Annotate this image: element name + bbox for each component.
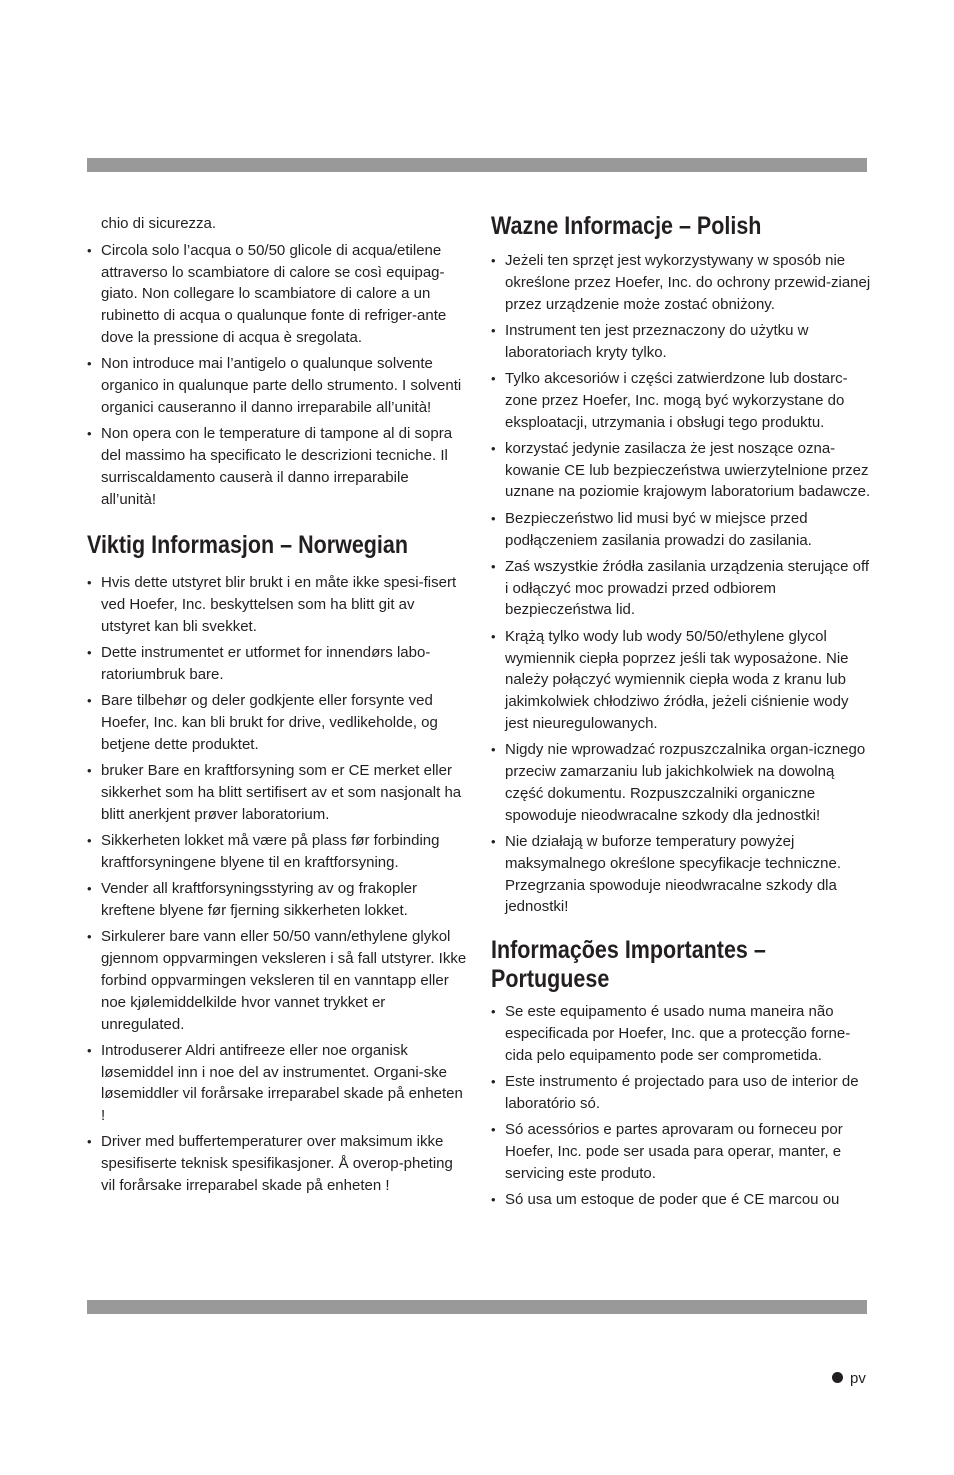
list-item: • Bare tilbehør og deler godkjente eller forsynte ved Hoefer, Inc. kan bli brukt for drive, vedlikeholde, og betjene dette produktet. [87,690,467,755]
continuation-text: chio di sicurezza. [101,215,217,232]
list-item: • Non opera con le temperature di tampone al di sopra del massimo ha specificato le descrizioni tecniche. Il surriscaldamento causerà il danno irreparabile all’unità! [87,423,467,510]
list-item: • Instrument ten jest przeznaczony do użytku w laboratoriach kryty tylko. [491,320,871,364]
list-item: • korzystać jedynie zasilacza że jest noszące ozna-kowanie CE lub bezpieczeństwa uwierzytelnione przez uznane na poziomie krajowym laboratorium badawcze. [491,438,871,503]
list-item: • Tylko akcesoriów i części zatwierdzone lub dostarc-zone przez Hoefer, Inc. mogą być wykorzystane do eksploatacji, utrzymania i obsługi tego produktu. [491,368,871,433]
list-item: • Nigdy nie wprowadzać rozpuszczalnika organ-icznego przeciw zamarzaniu lub jakichkolwiek na dowolną część dokumentu. Rozpuszczalniki organiczne spowoduje nieodwracalne szkody dla jednostki! [491,739,871,826]
list-item: • Dette instrumentet er utformet for innendørs labo-ratoriumbruk bare. [87,642,467,686]
page-number: pv [850,1370,866,1387]
italian-list [87,240,467,511]
top-rule [87,158,867,172]
list-item: • Só usa um estoque de poder que é CE marcou ou [491,1189,871,1211]
list-item: • Non introduce mai l’antigelo o qualunque solvente organico in qualunque parte dello strumento. I solventi organici causeranno il danno irreparabile all’unità! [87,353,467,418]
page-footer [832,1370,866,1388]
list-item: • Driver med buffertemperaturer over maksimum ikke spesifiserte teknisk spesifikasjoner. Å overop-pheting vil forårsake irreparabel skade på enheten ! [87,1131,467,1196]
list-item: • Hvis dette utstyret blir brukt i en måte ikke spesi-fisert ved Hoefer, Inc. beskyttelsen som ha blitt git av utstyret kan bli svekket. [87,572,467,637]
portuguese-heading-line1: Informações Importantes – [491,936,766,965]
portuguese-heading [491,936,818,994]
list-item: • Bezpieczeństwo lid musi być w miejsce przed podłączeniem zasilania prowadzi do zasilania. [491,508,871,552]
list-item: • Este instrumento é projectado para uso de interior de laboratório só. [491,1071,871,1115]
list-item: • Introduserer Aldri antifreeze eller noe organisk løsemiddel inn i noe del av instrumentet. Organi-ske løsemiddler vil forårsake irreparabel skade på enheten ! [87,1040,467,1127]
list-item: • Nie działają w buforze temperatury powyżej maksymalnego określone specyfikacje techniczne. Przegrzania spowoduje nieodwracalne szkody dla jednostki! [491,831,871,918]
norwegian-heading: Viktig Informasjon – Norwegian [87,531,408,560]
list-item: • Krążą tylko wody lub wody 50/50/ethylene glycol wymiennik ciepła poprzez jeśli tak wyposażone. Nie należy połączyć wymiennik ciepła woda z kranu lub jakimkolwiek chłodziwo źródła, jeżeli ciśnienie wody jest nieuregulowanych. [491,626,871,735]
list-item: • Zaś wszystkie źródła zasilania urządzenia sterujące off i odłączyć moc prowadzi przed odbiorem bezpieczeństwa lid. [491,556,871,621]
list-item: • Só acessórios e partes aprovaram ou forneceu por Hoefer, Inc. pode ser usada para operar, manter, e servicing este produto. [491,1119,871,1184]
list-item: • Vender all kraftforsyningsstyring av og frakopler kreftene blyene før fjerning sikkerheten lokket. [87,878,467,922]
bottom-rule [87,1300,867,1314]
polish-heading: Wazne Informacje – Polish [491,212,762,240]
norwegian-list [87,572,467,1197]
list-item: • Sikkerheten lokket må være på plass før forbinding kraftforsyningene blyene til en kraftforsyning. [87,830,467,874]
portuguese-list [491,1001,871,1211]
portuguese-heading-line2: Portuguese [491,965,610,994]
bullet-dot-icon [832,1372,843,1383]
list-item: • Sirkulerer bare vann eller 50/50 vann/ethylene glykol gjennom oppvarmingen veksleren i så fall utstyrer. Ikke forbind oppvarmingen veksleren til en vanntapp eller noe kjølemiddelkilde hvor vannet trykket er unregulated. [87,926,467,1035]
list-item: • bruker Bare en kraftforsyning som er CE merket eller sikkerhet som ha blitt sertifisert av et som nasjonalt ha blitt anerkjent prøver laboratorium. [87,760,467,825]
list-item: • Jeżeli ten sprzęt jest wykorzystywany w sposób nie określone przez Hoefer, Inc. do ochrony przewid-zianej przez urządzenie może zostać obniżony. [491,250,871,315]
left-column [87,213,467,1201]
list-item: • Circola solo l’acqua o 50/50 glicole di acqua/etilene attraverso lo scambiatore di calore se così equipag-giato. Non collegare lo scambiatore di calore a un rubinetto di acqua o qualunque fonte di refriger-ante dove la pressione di acqua è sregolata. [87,240,467,349]
right-column [491,213,871,1215]
polish-list [491,250,871,918]
list-item: • Se este equipamento é usado numa maneira não especificada por Hoefer, Inc. que a protecção forne-cida pelo equipamento pode ser comprometida. [491,1001,871,1066]
